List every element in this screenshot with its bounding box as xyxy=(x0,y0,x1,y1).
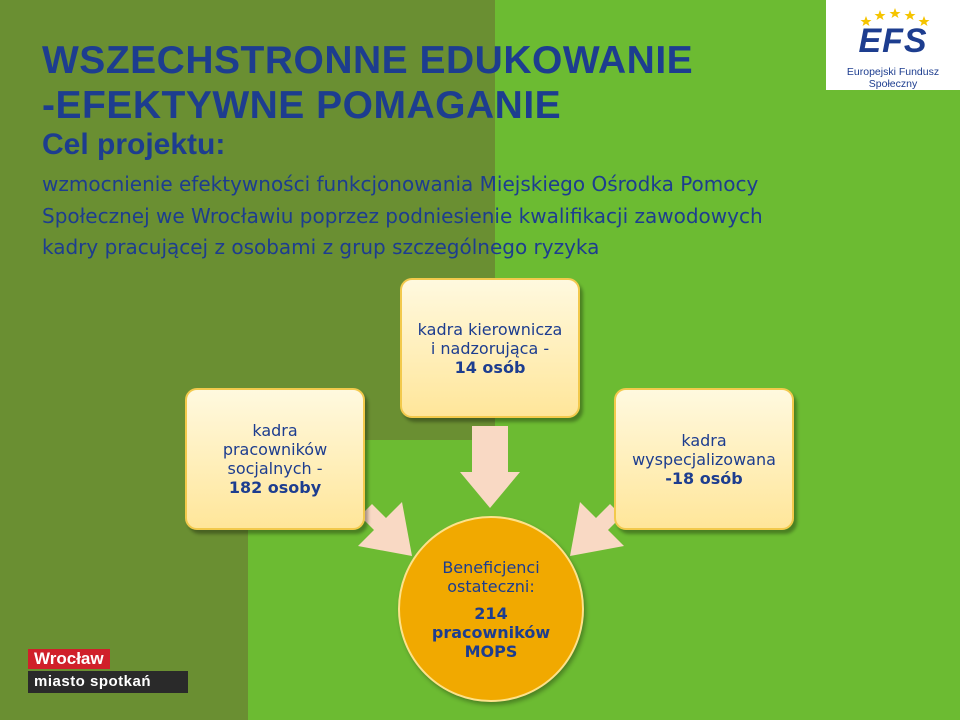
efs-logo-mark: EFS xyxy=(858,22,928,60)
wroclaw-logo xyxy=(28,649,188,693)
efs-logo-caption: Europejski Fundusz Społeczny xyxy=(846,66,940,90)
social-workers-line-1: kadra xyxy=(252,421,298,440)
slide-subtitle: Cel projektu: xyxy=(42,128,226,161)
specialists-line-1: kadra xyxy=(681,430,727,450)
arrow-top-to-center xyxy=(460,426,520,508)
wroclaw-logo-slogan: miasto spotkań xyxy=(28,671,188,693)
title-line-2: -EFEKTYWNE POMAGANIE xyxy=(42,84,562,127)
wroclaw-logo-name: Wrocław xyxy=(28,649,110,669)
specialists-line-2: wyspecjalizowana xyxy=(632,449,776,469)
social-workers-line-3: socjalnych - xyxy=(227,459,323,478)
diagram-box-management xyxy=(400,278,580,418)
diagram-box-specialists xyxy=(614,388,794,530)
management-line-2: i nadzorująca - xyxy=(430,338,550,358)
project-goal-text: wzmocnienie efektywności funkcjonowania Miejskiego Ośrodka Pomocy Społecznej we Wrocławiu poprzez podniesienie kwalifikacji zawodowych kadry pracującej z osobami z grup szczególnego ryzyka xyxy=(42,172,763,259)
social-workers-count: 182 osoby xyxy=(228,478,322,497)
beneficiaries-count-3: MOPS xyxy=(464,641,518,661)
title-line-1: WSZECHSTRONNE EDUKOWANIE xyxy=(42,39,694,82)
social-workers-line-2: pracowników xyxy=(222,440,328,459)
beneficiaries-line-1: Beneficjenci xyxy=(442,557,540,577)
arrow-left-to-center xyxy=(358,502,412,556)
specialists-count: -18 osób xyxy=(665,468,743,488)
beneficiaries-count-1: 214 xyxy=(474,603,508,623)
management-count: 14 osób xyxy=(454,357,526,377)
diagram-circle-beneficiaries xyxy=(398,516,584,702)
beneficiaries-count-2: pracowników xyxy=(431,622,551,642)
beneficiaries-line-2: ostateczni: xyxy=(447,576,535,596)
diagram-box-social-workers xyxy=(185,388,365,530)
management-line-1: kadra kierownicza xyxy=(417,319,563,339)
